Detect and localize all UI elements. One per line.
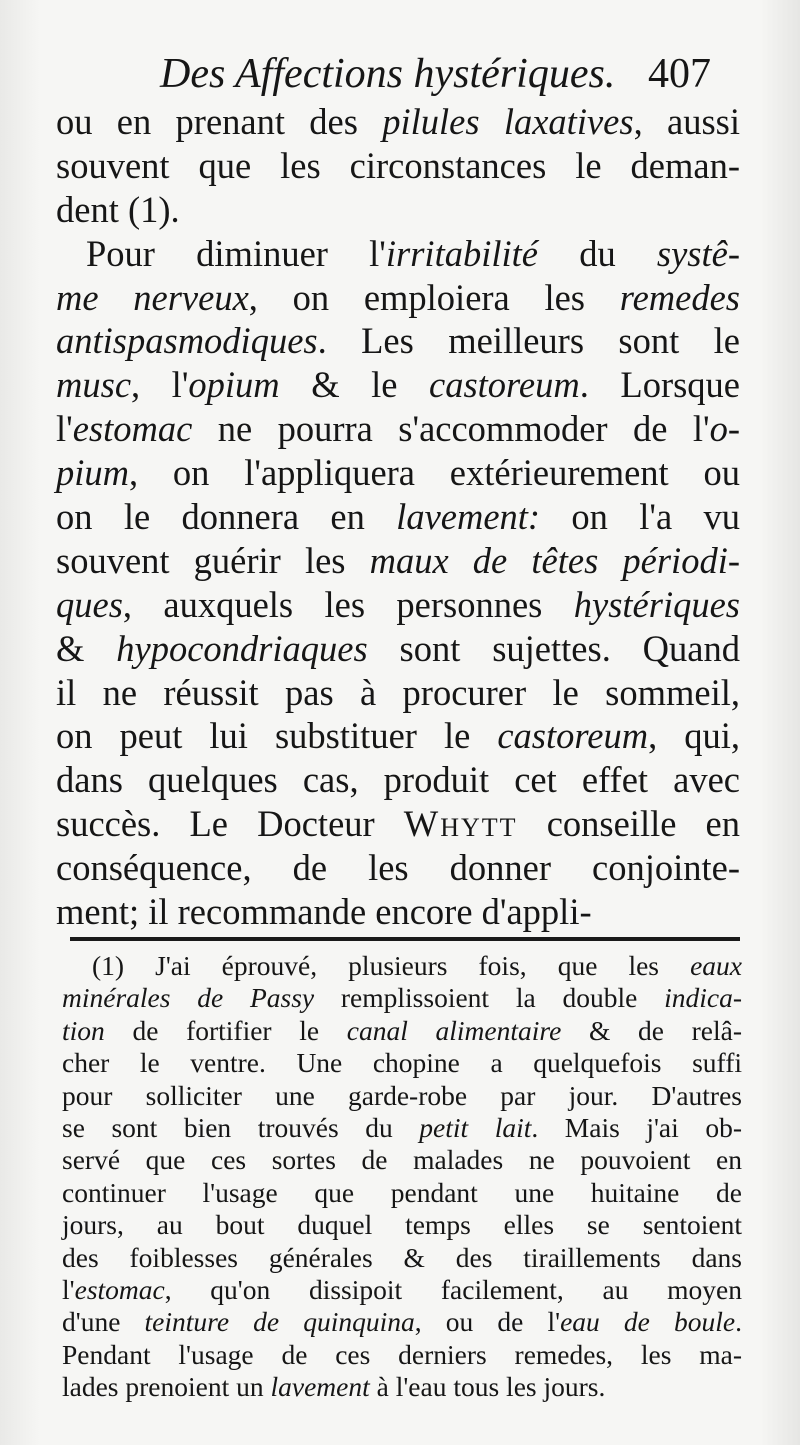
main-text-block — [56, 100, 740, 934]
italic-span: musc — [56, 364, 132, 406]
italic-span: antispasmodiques — [56, 320, 318, 362]
text-span: , qu'on dissipoit facilement, au moyen — [164, 1273, 742, 1305]
footnote-block — [62, 950, 742, 1403]
text-span: lades prenoient un — [62, 1371, 271, 1403]
text-span: . Les meilleurs sont le — [317, 320, 740, 362]
text-span: (1) J'ai éprouvé, plusieurs fois, que les — [92, 950, 691, 981]
text-span: . Lorsque — [579, 364, 741, 406]
italic-span: estomac — [74, 1273, 165, 1305]
footnote-line — [62, 1177, 742, 1209]
footnote-line — [62, 1112, 742, 1144]
footnote-line — [62, 1339, 742, 1371]
italic-span: lavement: — [396, 496, 541, 538]
text-span: . Mais j'ai ob- — [531, 1111, 742, 1143]
page-number: 407 — [648, 51, 711, 97]
text-span: . — [735, 1306, 742, 1338]
text-line — [56, 802, 740, 846]
text-span: il ne réussit pas à procurer le sommeil, — [56, 671, 740, 713]
text-span: , l' — [131, 364, 189, 406]
italic-span: teinture de quinquina — [144, 1306, 415, 1338]
text-span: se sont bien trouvés du — [62, 1111, 420, 1143]
italic-span: lavement — [270, 1371, 370, 1403]
footnote-line — [62, 1144, 742, 1176]
italic-span: me nerveux — [56, 276, 249, 318]
italic-span: castoreum — [497, 715, 649, 757]
text-line — [56, 188, 740, 232]
text-span: on peut lui substituer le — [56, 715, 498, 757]
italic-span: opium — [188, 364, 280, 406]
text-span: pour solliciter une garde-robe par jour. D'autres — [62, 1079, 742, 1111]
text-span: conseille en — [517, 803, 740, 845]
text-span: l' — [56, 408, 73, 450]
text-span: sont sujettes. Quand — [367, 627, 740, 669]
footnote-line — [62, 982, 742, 1014]
text-span: on l'a vu — [540, 496, 740, 538]
text-span: , on l'appliquera extérieurement ou — [129, 452, 740, 494]
footnote-line — [62, 1209, 742, 1241]
footnote-line — [62, 1242, 742, 1274]
text-span: jours, au bout duquel temps elles se sentoient — [62, 1209, 742, 1241]
text-line — [56, 232, 740, 276]
footnote-line — [62, 1047, 742, 1079]
italic-span: maux de têtes périodi- — [369, 539, 740, 581]
text-line — [56, 276, 740, 320]
text-line — [56, 363, 740, 407]
text-line — [56, 319, 740, 363]
text-span: à l'eau tous les jours. — [369, 1371, 606, 1403]
footnote-line — [62, 1274, 742, 1306]
running-title: Des Affections hystériques. — [160, 51, 616, 97]
italic-span: tion — [62, 1014, 105, 1046]
italic-span: eau de boule — [560, 1306, 736, 1338]
italic-span: remedes — [619, 276, 740, 318]
italic-span: systê- — [656, 232, 741, 274]
text-line — [56, 407, 740, 451]
text-line — [56, 495, 740, 539]
footnote-line — [62, 950, 742, 982]
text-line — [56, 451, 740, 495]
text-span: Pour diminuer l' — [86, 232, 386, 274]
text-line — [56, 671, 740, 715]
text-span: & de relâ- — [561, 1014, 742, 1046]
text-span: du — [537, 232, 657, 274]
text-line — [56, 890, 740, 934]
text-span: , auxquels les personnes — [122, 583, 574, 625]
text-line — [56, 627, 740, 671]
text-span: & — [56, 627, 117, 669]
italic-span: minérales de Passy — [62, 982, 315, 1014]
text-span: & le — [279, 364, 430, 406]
text-line — [56, 144, 740, 188]
text-span: , on emploiera les — [248, 276, 620, 318]
text-span: dent (1). — [56, 188, 180, 230]
footnote-rule — [70, 937, 740, 941]
italic-span: hypocondriaques — [116, 627, 368, 669]
running-header — [160, 46, 800, 102]
footnote-line — [62, 1015, 742, 1047]
italic-span: petit lait — [419, 1111, 532, 1143]
text-span: Whytt — [403, 803, 518, 845]
text-span: d'une — [62, 1306, 145, 1338]
text-line — [56, 846, 740, 890]
text-span: conséquence, de les donner conjointe- — [56, 847, 740, 889]
italic-span: o- — [709, 408, 740, 450]
text-span: cher le ventre. Une chopine a quelquefois suffi — [62, 1047, 742, 1079]
text-span: ment; il recommande encore d'appli- — [56, 891, 592, 933]
text-line — [56, 100, 740, 144]
text-line — [56, 539, 740, 583]
italic-span: pium — [56, 452, 129, 494]
text-span: l' — [62, 1273, 75, 1305]
text-span: succès. Le Docteur — [56, 803, 404, 845]
text-span: ou en prenant des — [56, 101, 383, 142]
text-span: Pendant l'usage de ces derniers remedes, les ma- — [62, 1338, 742, 1370]
italic-span: castoreum — [429, 364, 580, 406]
text-span: on le donnera en — [56, 496, 397, 538]
text-line — [56, 714, 740, 758]
text-line — [56, 583, 740, 627]
footnote-line — [62, 1306, 742, 1338]
footnote-line — [62, 1371, 742, 1403]
italic-span: estomac — [72, 408, 193, 450]
italic-span: eaux — [690, 950, 742, 981]
text-span: , aussi — [633, 101, 740, 142]
text-span: continuer l'usage que pendant une huitaine de — [62, 1176, 742, 1208]
text-span: servé que ces sortes de malades ne pouvoient en — [62, 1144, 742, 1176]
italic-span: pilules laxatives — [382, 101, 634, 142]
text-span: des foiblesses générales & des tiraillements dans — [62, 1241, 742, 1273]
italic-span: hystériques — [573, 583, 740, 625]
italic-span: indica- — [664, 982, 742, 1014]
footnote-line — [62, 1080, 742, 1112]
text-span: dans quelques cas, produit cet effet avec — [56, 759, 740, 801]
italic-span: irritabilité — [385, 232, 538, 274]
text-span: de fortifier le — [104, 1014, 347, 1046]
italic-span: ques — [56, 583, 123, 625]
text-span: , ou de l' — [414, 1306, 561, 1338]
italic-span: canal alimentaire — [346, 1014, 562, 1046]
text-span: souvent guérir les — [56, 539, 370, 581]
text-span: ne pourra s'accommoder de l' — [192, 408, 710, 450]
text-span: remplissoient la double — [314, 982, 665, 1014]
text-line — [56, 758, 740, 802]
text-span: , qui, — [648, 715, 740, 757]
text-span: souvent que les circonstances le deman- — [56, 144, 740, 186]
